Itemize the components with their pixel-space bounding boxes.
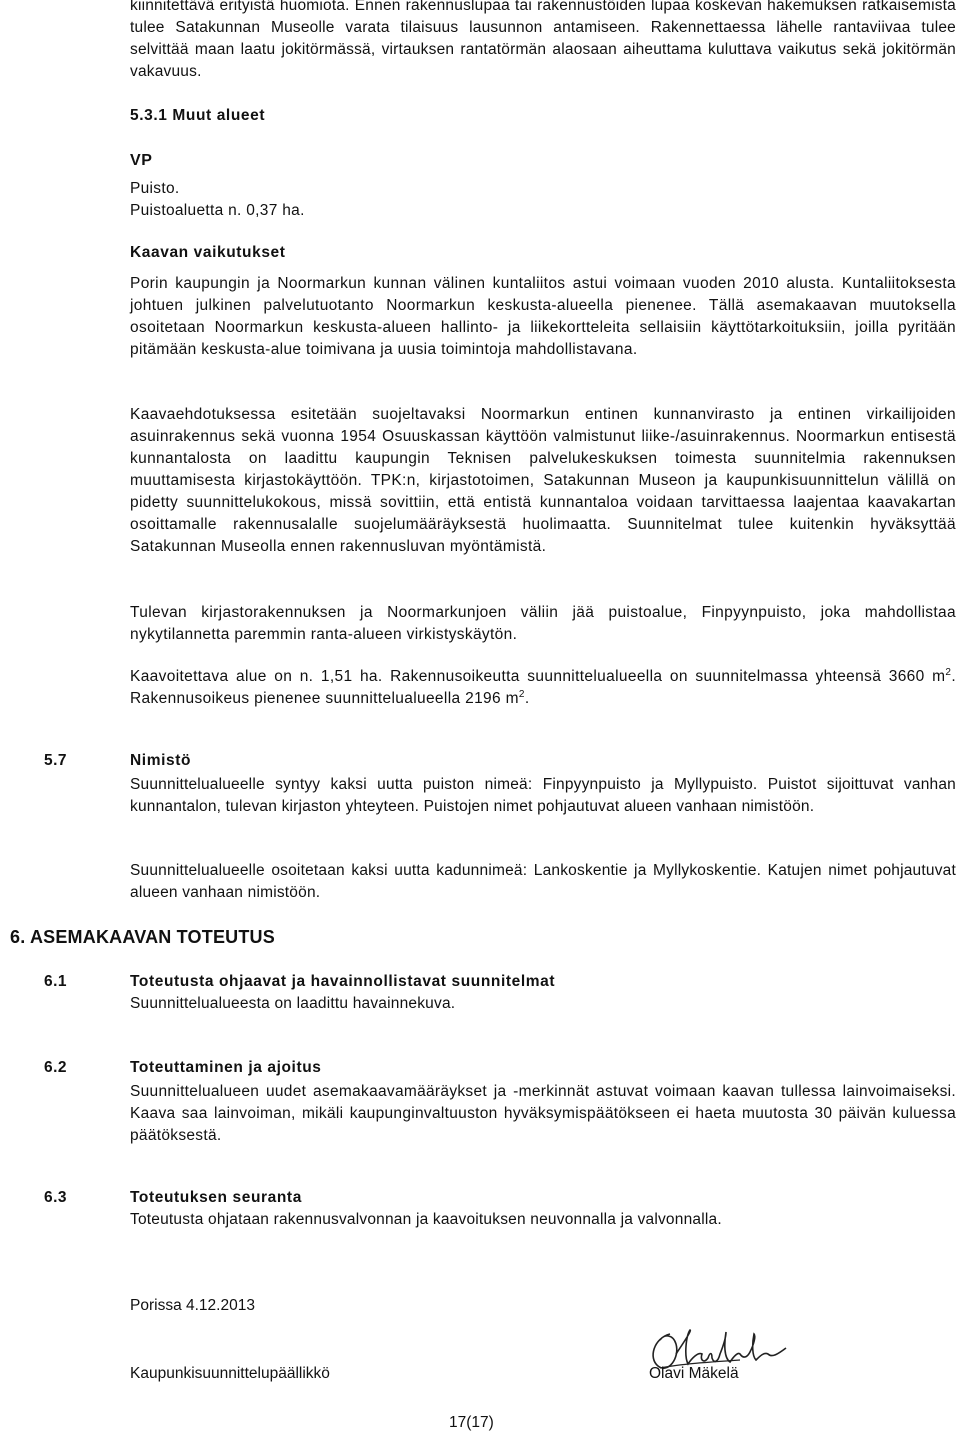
section-6-3-text: Toteutusta ohjataan rakennusvalvonnan ja kaavoituksen neuvonnalla ja valvonnalla. (130, 1211, 722, 1228)
impacts-title: Kaavan vaikutukset (130, 244, 286, 261)
nimisto-paragraph-1: Suunnittelualueelle syntyy kaksi uutta puiston nimeä: Finpyynpuisto ja Myllypuisto. Puistot sijoittuvat vanhan kunnantalon, tulevan kirjaston yhteyteen. Puistojen nimet pohjautuvat alueen vanhaan nimistöön. (130, 776, 956, 815)
area-text-a: Kaavoitettava alue on n. 1,51 ha. Rakennusoikeutta suunnittelualueella on suunnitelmassa yhteensä 3660 m (130, 668, 946, 685)
signer-role: Kaupunkisuunnittelupäällikkö (130, 1365, 330, 1382)
nimisto-paragraph-2: Suunnittelualueelle osoitetaan kaksi uutta kadunnimeä: Lankoskentie ja Myllykoskentie. Katujen nimet pohjautuvat alueen vanhaan nimistöön. (130, 862, 956, 901)
zone-code: VP (130, 152, 153, 169)
unit-superscript: 2 (518, 689, 525, 700)
place-and-date: Porissa 4.12.2013 (130, 1297, 255, 1314)
section-6-1-text: Suunnittelualueesta on laadittu havainnekuva. (130, 995, 456, 1012)
section-6-2-number: 6.2 (44, 1059, 68, 1076)
signer-name: Olavi Mäkelä (649, 1365, 739, 1382)
page-number: 17(17) (449, 1414, 494, 1431)
section-6-2-title: Toteuttaminen ja ajoitus (130, 1059, 322, 1076)
impacts-paragraph-4 (130, 666, 956, 710)
section-5-7-title: Nimistö (130, 752, 192, 769)
intro-paragraph: kiinnitettävä erityistä huomiota. Ennen rakennuslupaa tai rakennustöiden lupaa koskevan hakemuksen ratkaisemista tulee Satakunnan Museolle varata tilaisuus lausunnon antamiseen. Rakennettaessa lähelle rantaviivaa tulee selvittää maan laatu jokitörmässä, virtauksen rantatörmän alaosaan aiheuttama kuluttava vaikutus sekä jokitörmän vakavuus. (130, 0, 956, 80)
zone-area: Puistoaluetta n. 0,37 ha. (130, 202, 305, 219)
section-6-1-title: Toteutusta ohjaavat ja havainnollistavat suunnitelmat (130, 973, 556, 990)
section-5-7-number: 5.7 (44, 752, 68, 769)
section-6-3-number: 6.3 (44, 1189, 68, 1206)
section-6-1-number: 6.1 (44, 973, 68, 990)
impacts-paragraph-2: Kaavaehdotuksessa esitetään suojeltavaksi Noormarkun entinen kunnanvirasto ja entinen virkailijoiden asuinrakennus sekä vuonna 1954 Osuuskassan käyttöön valmistunut liike-/asuinrakennus. Noormarkun entisestä kunnantalosta on laadittu kaupungin Teknisen palvelukeskuksen toimesta suunnitelmia rakennuksen muuttamisesta kirjastokäyttöön. TPK:n, kirjastotoimen, Satakunnan Museon ja kaupunkisuunnittelun välillä on pidetty suunnittelukokous, missä sovittiin, että entistä kunnantaloa voidaan tarvittaessa laajentaa kaavakartan osoittamalle rakennusalalle suojelumääräyksestä huolimaatta. Suunnitelmat tulee kuitenkin hyväksyttää Satakunnan Museolla ennen rakennusluvan myöntämistä. (130, 406, 956, 555)
zone-description: Puisto. (130, 180, 180, 197)
unit-superscript: 2 (945, 667, 952, 678)
impacts-paragraph-1: Porin kaupungin ja Noormarkun kunnan välinen kuntaliitos astui voimaan vuoden 2010 alusta. Kuntaliitoksesta johtuen julkinen palvelutuotanto Noormarkun keskusta-alueella pienenee. Tällä asemakaavan muutoksella osoitetaan Noormarkun keskusta-alueen hallinto- ja liikekortteleita sellaisiin käyttötarkoituksiin, joilla pyritään pitämään keskusta-alue toimivana ja uusia toimintoja mahdollistavana. (130, 275, 956, 358)
section-6-title: 6. ASEMAKAAVAN TOTEUTUS (10, 927, 275, 947)
impacts-paragraph-3: Tulevan kirjastorakennuksen ja Noormarkunjoen väliin jää puistoalue, Finpyynpuisto, joka mahdollistaa nykytilannetta paremmin ranta-alueen virkistyskäytön. (130, 604, 956, 643)
section-5-3-1-title: 5.3.1 Muut alueet (130, 107, 266, 124)
area-text-b: . Rakennusoikeus pienenee suunnittelualueella 2196 m (130, 668, 956, 707)
section-6-3-title: Toteutuksen seuranta (130, 1189, 302, 1206)
section-6-2-text: Suunnittelualueen uudet asemakaavamääräykset ja -merkinnät astuvat voimaan kaavan tullessa lainvoimaiseksi. Kaava saa lainvoiman, mikäli kaupunginvaltuuston hyväksymispäätökseen ei haeta muutosta 30 päivän kuluessa päätöksestä. (130, 1083, 956, 1144)
area-text-c: . (524, 690, 530, 707)
